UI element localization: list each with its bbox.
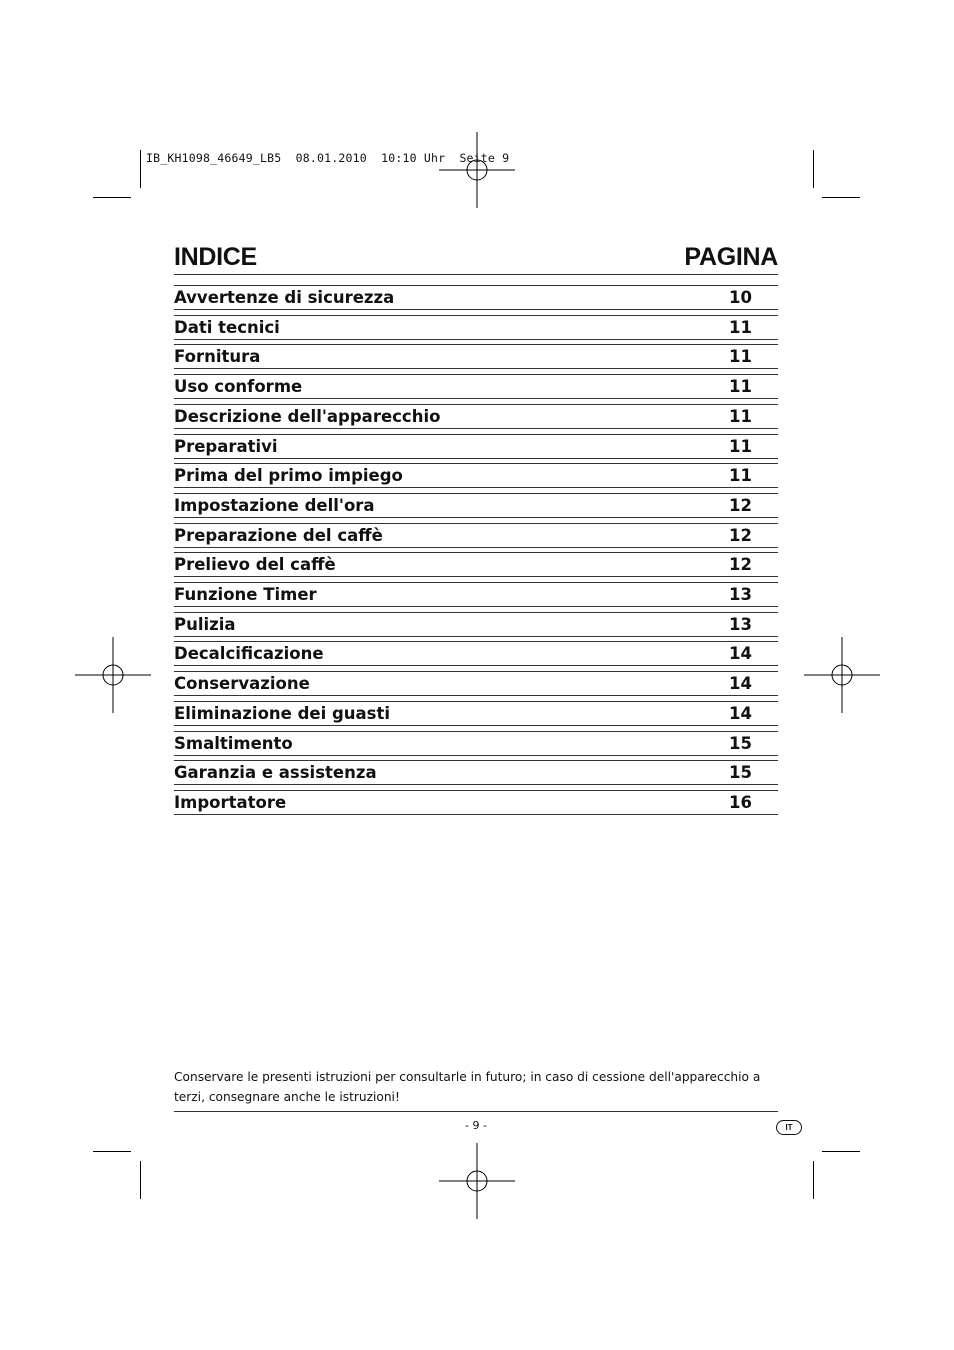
crop-mark-bottom-right-vertical [813,1161,814,1199]
registration-mark-right [804,637,880,713]
toc-row [174,344,778,369]
toc-entry-title: Uso conforme [174,377,303,397]
toc-row [174,315,778,340]
toc-row [174,434,778,459]
toc-entry-title: Descrizione dell'apparecchio [174,406,441,426]
toc-entry-title: Prelievo del caffè [174,555,336,575]
crop-mark-top-left-horizontal [93,197,131,198]
toc-entry-page: 15 [729,763,752,783]
toc-entry-title: Impostazione dell'ora [174,495,375,515]
toc-row [174,285,778,310]
toc-entry-title: Dati tecnici [174,317,280,337]
crop-mark-top-right-horizontal [822,197,860,198]
toc-row [174,523,778,548]
toc-entry-title: Funzione Timer [174,585,317,604]
toc-entry-title: Avvertenze di sicurezza [174,288,395,307]
toc-entry-page: 12 [729,555,752,575]
toc-row [174,552,778,577]
toc-entry-page: 11 [729,466,752,486]
toc-entry-page: 10 [729,288,752,307]
toc-entry-page: 14 [729,644,752,664]
toc-entry-title: Preparazione del caffè [174,525,383,545]
registration-mark-top [439,132,515,208]
footer-rule [174,1111,778,1112]
toc-row [174,731,778,756]
toc-entry-page: 11 [729,406,752,426]
toc-entry-title: Prima del primo impiego [174,466,403,486]
toc-entry-title: Eliminazione dei guasti [174,703,391,723]
crop-mark-top-right-vertical [813,150,814,188]
toc-row [174,463,778,488]
toc-entry-page: 11 [729,377,752,397]
toc-entry-page: 16 [729,792,752,812]
crop-mark-bottom-right-horizontal [822,1151,860,1152]
toc-entry-page: 12 [729,525,752,545]
crop-mark-top-left-vertical [140,150,141,188]
toc-entry-title: Garanzia e assistenza [174,763,377,783]
page-number: - 9 - [465,1119,487,1132]
toc-entry-page: 11 [729,317,752,337]
toc-entry-title: Preparativi [174,436,278,456]
toc-heading [174,243,778,272]
heading-index: INDICE [174,243,257,271]
toc-row [174,612,778,637]
toc-row [174,641,778,666]
language-badge: IT [776,1120,802,1135]
registration-mark-left [75,637,151,713]
toc-row [174,671,778,696]
toc-row [174,790,778,815]
crop-mark-bottom-left-horizontal [93,1151,131,1152]
toc-entry-page: 13 [729,614,752,634]
crop-mark-bottom-left-vertical [140,1161,141,1199]
toc-row [174,493,778,518]
toc-row [174,582,778,607]
toc-entry-title: Importatore [174,792,287,812]
toc-entry-page: 15 [729,733,752,753]
toc-entry-page: 11 [729,347,752,367]
heading-rule [174,274,778,275]
footnote: Conservare le presenti istruzioni per consultarle in futuro; in caso di cessione dell'apparecchio a terzi, consegnare anche le istruzioni! [174,1070,761,1104]
toc-entry-title: Pulizia [174,614,236,634]
toc-row [174,760,778,785]
toc-row [174,404,778,429]
toc-entry-page: 14 [729,674,752,694]
heading-page: PAGINA [684,243,778,271]
toc-row [174,701,778,726]
print-slug: IB_KH1098_46649_LB5 08.01.2010 10:10 Uhr Seite 9 [146,151,510,165]
toc-entry-page: 12 [729,495,752,515]
toc-entry-page: 14 [729,703,752,723]
toc-entry-title: Fornitura [174,347,261,367]
toc-entry-page: 13 [729,585,752,604]
toc-entry-page: 11 [729,436,752,456]
toc-row [174,374,778,399]
toc-entry-title: Conservazione [174,674,310,694]
toc-entry-title: Decalcificazione [174,644,324,664]
toc-entry-title: Smaltimento [174,733,293,753]
registration-mark-bottom [439,1143,515,1219]
